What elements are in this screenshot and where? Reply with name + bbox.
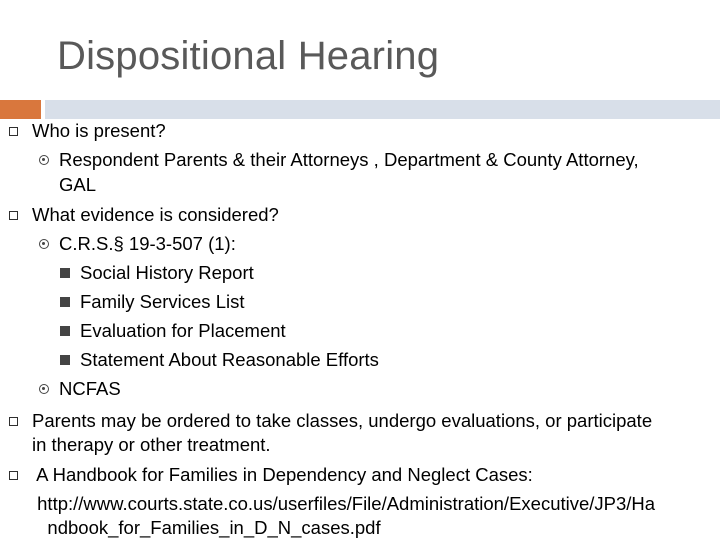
list-item: Social History Report <box>0 258 720 287</box>
bullet-handbook: A Handbook for Families in Dependency and Neglect Cases: <box>0 460 720 489</box>
sub-bullet-attendees: Respondent Parents & their Attorneys , Department & County Attorney, <box>0 145 720 174</box>
circle-bullet-icon <box>39 239 49 249</box>
square-bullet-icon <box>9 211 18 220</box>
bullet-who-present: Who is present? <box>0 116 720 145</box>
sub-bullet-ncfas: NCFAS <box>0 374 720 403</box>
list-item: Statement About Reasonable Efforts <box>0 345 720 374</box>
sub-bullet-attendees-cont: GAL <box>59 174 97 195</box>
circle-bullet-icon <box>39 384 49 394</box>
filled-square-bullet-icon <box>60 326 70 336</box>
filled-square-bullet-icon <box>60 268 70 278</box>
handbook-link[interactable]: http://www.courts.state.co.us/userfiles/File/Administration/Executive/JP3/Ha <box>32 493 656 514</box>
list-item: Family Services List <box>0 287 720 316</box>
square-bullet-icon <box>9 417 18 426</box>
bullet-parents-ordered: Parents may be ordered to take classes, undergo evaluations, or participate <box>0 406 720 435</box>
circle-bullet-icon <box>39 155 49 165</box>
bullet-evidence: What evidence is considered? <box>0 200 720 229</box>
bullet-parents-ordered-cont: in therapy or other treatment. <box>32 434 271 455</box>
list-item: Evaluation for Placement <box>0 316 720 345</box>
slide-title: Dispositional Hearing <box>57 34 440 78</box>
filled-square-bullet-icon <box>60 355 70 365</box>
square-bullet-icon <box>9 471 18 480</box>
handbook-link-cont[interactable]: ndbook_for_Families_in_D_N_cases.pdf <box>32 517 381 538</box>
filled-square-bullet-icon <box>60 297 70 307</box>
sub-bullet-statute: C.R.S.§ 19-3-507 (1): <box>0 229 720 258</box>
square-bullet-icon <box>9 127 18 136</box>
